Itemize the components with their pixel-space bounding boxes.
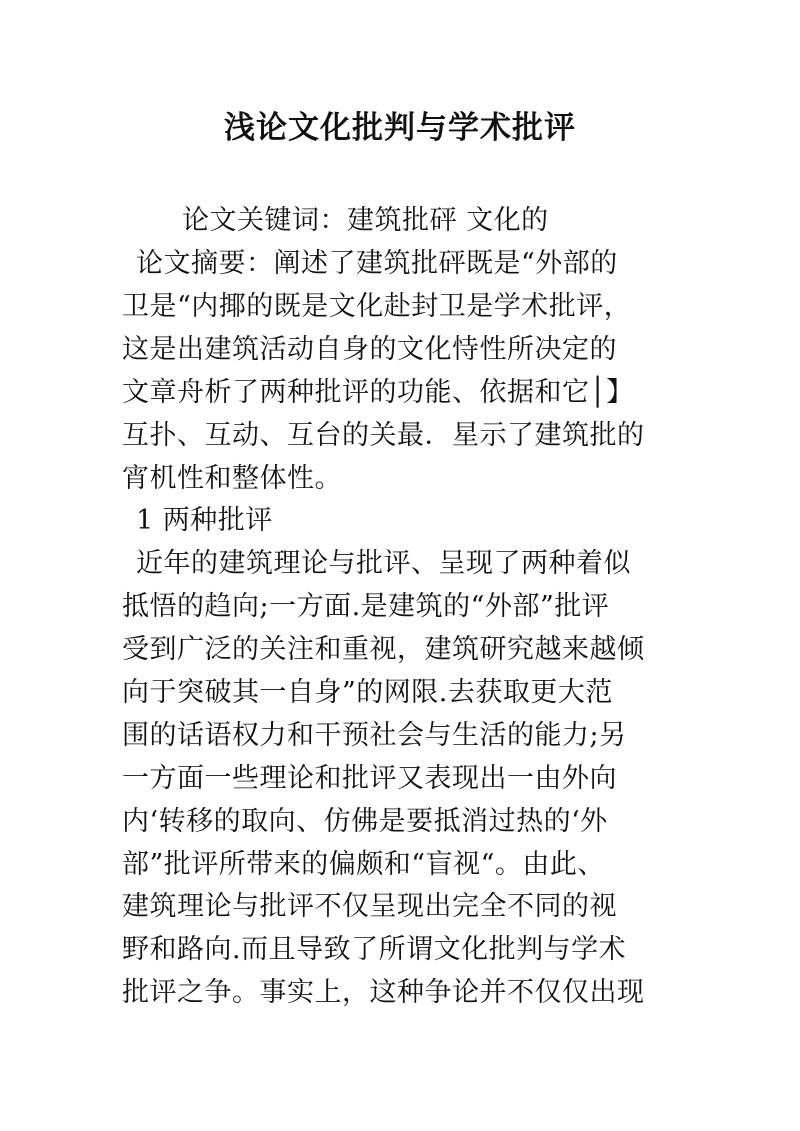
paragraph-line: 部”批评所带来的偏颇和“盲视“。由此、: [122, 849, 605, 880]
paragraph-line: 抵悟的趋向;一方面.是建筑的“外部”批评: [122, 591, 610, 622]
paragraph-line: 向于突破其一自身”的网限.去获取更大范: [122, 677, 613, 708]
paragraph-line: 野和路向.而且导致了所谓文化批判与学术: [122, 934, 627, 965]
paragraph-line: 建筑理论与批评不仅呈现出完全不同的视: [122, 891, 617, 922]
paragraph-line: 宵机性和整体性。: [122, 463, 342, 494]
paragraph-line: 文章舟析了两种批评的功能、依据和它│】: [122, 377, 634, 408]
paragraph-line: 内‘转移的取向、仿佛是要抵消过热的‘外: [122, 806, 608, 837]
section-heading: 1 两种批评: [136, 505, 273, 536]
paragraph-line: 近年的建筑理论与批评、呈现了两种着似: [136, 548, 631, 579]
paragraph-line: 围的话语权力和干预社会与生活的能力;另: [122, 720, 627, 751]
paragraph-line: 批评之争。事实上，这种争论并不仅仅出现: [122, 977, 645, 1008]
document-title: 浅论文化批判与学术批评: [224, 110, 576, 146]
abstract-line: 论文摘要：阐述了建筑批砰既是“外部的: [136, 248, 618, 279]
paragraph-line: 这是出建筑活动自身的文化恃性所决定的: [122, 334, 617, 365]
paragraph-line: 卫是“内揶的既是文化赴封卫是学术批评，: [122, 291, 632, 322]
keywords-line: 论文关键词：建筑批砰 文化的: [182, 205, 549, 236]
paragraph-line: 互扑、互动、互台的关最．星示了建筑批的: [122, 420, 645, 451]
paragraph-line: 一方面一些理论和批评又表现出一由外向: [122, 763, 617, 794]
paragraph-line: 受到广泛的关注和重视，建筑研究越来越倾: [122, 634, 645, 665]
